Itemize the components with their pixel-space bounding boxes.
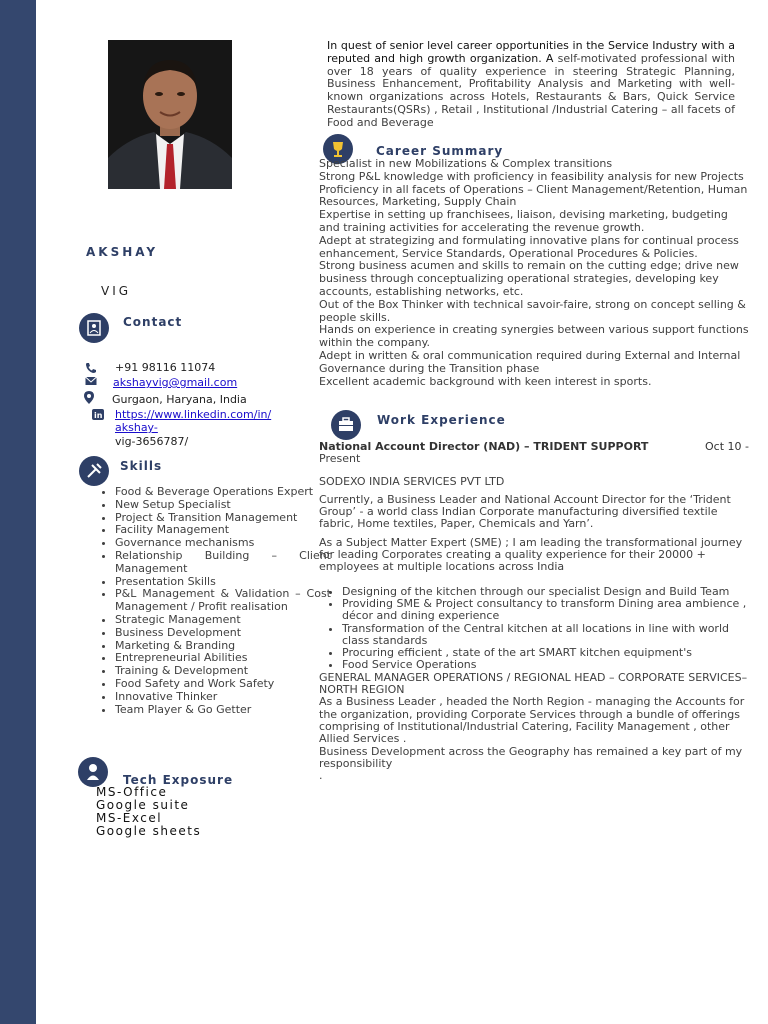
role-bullets [319, 586, 749, 672]
summary-item: Adept in written & oral communication required during External and Internal Governance during the Transition phase [319, 348, 741, 375]
skills-heading: Skills [120, 459, 163, 473]
role-dates: Oct 10 - [705, 440, 749, 453]
email-icon [85, 376, 97, 386]
phone-number: +91 98116 11074 [115, 361, 216, 374]
linkedin-link-end: vig-3656787/ [115, 435, 189, 448]
tech-item: MS-Office [96, 785, 168, 799]
tech-list [96, 786, 201, 838]
location-pin-icon [84, 391, 94, 404]
summary-item: Proficiency in all facets of Operations – Client Management/Retention, Human Resources, Marketing, Supply Chain [319, 182, 748, 209]
tech-item: MS-Excel [96, 811, 163, 825]
sidebar-color-bar [0, 0, 36, 1024]
career-summary [319, 158, 751, 388]
summary-heading: Career Summary [376, 144, 504, 158]
role-description-sme: As a Subject Matter Expert (SME) ; I am leading the transformational journey for leading Corporates creating a quality experience for their 20000 + employees at multiple locations across India [319, 535, 743, 574]
role-description: Currently, a Business Leader and National Account Director for the ‘Trident Group’ - a world class Indian Corporate manufacturing diversified textile fabric, Home textiles, Paper, Chemicals and Yarn’. [319, 492, 731, 531]
contact-icon [79, 313, 109, 343]
phone-icon [85, 362, 97, 374]
skill-item: • New Setup Specialist [115, 499, 331, 512]
skill-item: • Entrepreneurial Abilities [115, 652, 331, 665]
last-name: VIG [101, 284, 132, 298]
intro-paragraph [327, 40, 735, 130]
location-text: Gurgaon, Haryana, India [112, 393, 247, 406]
intro-rest: self-motivated professional with over 18 years of quality experience in steering Strategic Planning, Business Enhancement, Profitability Analysis and Marketing with well-known organizations across Hotels, Restaurants & Bars, Quick Service Restaurants(QSRs) , Retail , Institutional /Industrial Catering – all facets of Food and Beverage [327, 51, 735, 129]
tech-icon [78, 757, 108, 787]
experience-heading: Work Experience [377, 413, 506, 427]
skill-item: • Project & Transition Management [115, 512, 331, 525]
role-description-2: As a Business Leader , headed the North Region - managing the Accounts for the organization, providing Corporate Services through a bundle of offerings comprising of Institutional/Industrial Catering, Facility Management , other Allied Services . [319, 695, 745, 746]
skill-item: • Business Development [115, 627, 331, 640]
skill-item: • Innovative Thinker [115, 691, 331, 704]
email-link[interactable]: akshayvig@gmail.com [113, 376, 238, 389]
summary-item: Excellent academic background with keen interest in sports. [319, 374, 652, 388]
skill-item: • Governance mechanisms [115, 537, 331, 550]
experience-bullet: • Providing SME & Project consultancy to transform Dining area ambience , décor and dining experience [342, 598, 749, 623]
linkedin-link-cont[interactable]: akshay- [115, 421, 158, 434]
tech-item: Google suite [96, 798, 190, 812]
intro-lead: In quest of senior level career opportunities in the Service Industry with a reputed and high growth organization. A [327, 39, 735, 65]
skills-icon [79, 456, 109, 486]
summary-item: Specialist in new Mobilizations & Complex transitions [319, 157, 613, 170]
skill-item: • Strategic Management [115, 614, 331, 627]
role-title: National Account Director (NAD) – TRIDENT SUPPORT [319, 440, 649, 453]
summary-item: Hands on experience in creating synergies between various support functions within the company. [319, 323, 749, 350]
role-description-3: Business Development across the Geography has remained a key part of my responsibility [319, 744, 743, 770]
summary-item: Strong P&L knowledge with proficiency in feasibility analysis for new Projects [319, 169, 744, 183]
company-name: SODEXO INDIA SERVICES PVT LTD [319, 474, 505, 488]
summary-item: Adept at strategizing and formulating innovative plans for continual process enhancement, Service Standards, Operational Procedures & Policies. [319, 233, 739, 260]
summary-item: Strong business acumen and skills to remain on the cutting edge; drive new business through conceptualizing operational strategies, developing key accounts, establishing networks, etc. [319, 259, 739, 298]
svg-text:in: in [94, 411, 103, 420]
skill-item: • Food & Beverage Operations Expert [115, 486, 331, 499]
linkedin-icon [92, 409, 104, 420]
experience-section [319, 441, 749, 782]
linkedin-link[interactable]: https://www.linkedin.com/in/ [115, 408, 272, 421]
role-header [319, 441, 749, 453]
summary-item: Expertise in setting up franchisees, liaison, devising marketing, budgeting and training activities for accelerating the revenue growth. [319, 208, 728, 234]
skill-item: • Marketing & Branding [115, 640, 331, 653]
profile-photo [108, 40, 232, 189]
skill-item: • Food Safety and Work Safety [115, 678, 331, 691]
end-mark: . [319, 769, 323, 783]
experience-bullet: • Designing of the kitchen through our specialist Design and Build Team [342, 586, 749, 598]
experience-bullet: • Transformation of the Central kitchen at all locations in line with world class standards [342, 623, 749, 648]
skill-item: • Relationship Building – Client Management [115, 550, 331, 576]
experience-bullet: • Procuring efficient , state of the art SMART kitchen equipment's [342, 647, 749, 659]
tech-item: Google sheets [96, 824, 202, 838]
role-dates-cont: Present [319, 452, 361, 466]
skills-list [96, 486, 331, 716]
skill-item: • Training & Development [115, 665, 331, 678]
tech-heading: Tech Exposure [123, 773, 234, 787]
contact-heading: Contact [123, 315, 183, 329]
skill-item: • Presentation Skills [115, 576, 331, 589]
experience-bullet: • Food Service Operations [342, 659, 749, 671]
skill-item: • Facility Management [115, 524, 331, 537]
skill-item: • P&L Management & Validation – Cost Management / Profit realisation [115, 588, 331, 614]
skill-item: • Team Player & Go Getter [115, 704, 331, 717]
role-title-2: GENERAL MANAGER OPERATIONS / REGIONAL HEAD – CORPORATE SERVICES– NORTH REGION [319, 670, 748, 697]
briefcase-icon [331, 410, 361, 440]
first-name: AKSHAY [86, 245, 159, 259]
summary-item: Out of the Box Thinker with technical savoir-faire, strong on concept selling & people skills. [319, 297, 746, 324]
